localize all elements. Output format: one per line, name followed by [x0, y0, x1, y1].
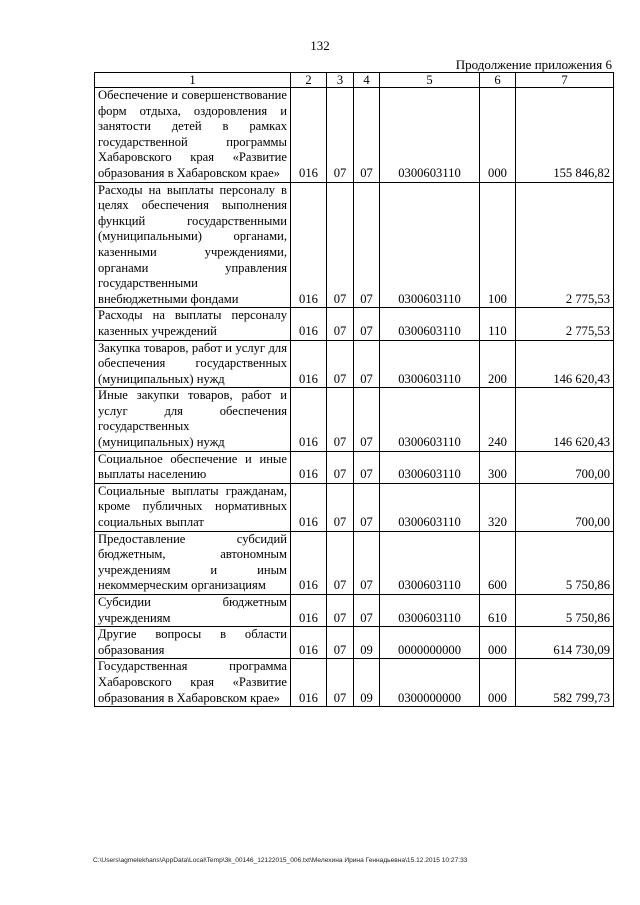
column-header: 5 [380, 73, 480, 88]
row-subsection: 07 [354, 308, 380, 340]
row-expense-type: 000 [480, 88, 516, 183]
column-header: 6 [480, 73, 516, 88]
row-target-article: 0300603110 [380, 340, 480, 388]
row-name: Расходы на выплаты персоналу в целях обеспечения выполнения функций государственными (муниципальными) органами, казенными учреждениями, органами управления государственными внебюджетными фондами [95, 182, 291, 308]
row-amount: 146 620,43 [516, 340, 614, 388]
row-target-article: 0300603110 [380, 483, 480, 531]
row-expense-type: 240 [480, 388, 516, 451]
table-row [95, 451, 614, 483]
row-subsection: 07 [354, 182, 380, 308]
row-name: Государственная программа Хабаровского края «Развитие образования в Хабаровском крае» [95, 659, 291, 707]
row-expense-type: 610 [480, 595, 516, 627]
file-path-footer: C:\Users\agmelekhans\AppData\Local\Temp\3k_00146_12122015_006.txt\Мелехина Ирина Геннадьевна\15.12.2015 10:27:33 [93, 857, 468, 864]
row-section: 07 [327, 182, 354, 308]
row-expense-type: 300 [480, 451, 516, 483]
row-subsection: 07 [354, 483, 380, 531]
row-section: 07 [327, 308, 354, 340]
table-row [95, 627, 614, 659]
row-target-article: 0300603110 [380, 451, 480, 483]
row-section: 07 [327, 483, 354, 531]
row-amount: 5 750,86 [516, 531, 614, 594]
table-row [95, 388, 614, 451]
row-subsection: 07 [354, 531, 380, 594]
row-target-article: 0300603110 [380, 88, 480, 183]
row-amount: 700,00 [516, 451, 614, 483]
row-section: 07 [327, 595, 354, 627]
row-target-article: 0300000000 [380, 659, 480, 707]
row-expense-type: 320 [480, 483, 516, 531]
row-target-article: 0300603110 [380, 595, 480, 627]
row-section: 07 [327, 88, 354, 183]
row-code: 016 [291, 627, 327, 659]
row-code: 016 [291, 182, 327, 308]
table-row [95, 308, 614, 340]
table-row [95, 595, 614, 627]
row-name: Другие вопросы в области образования [95, 627, 291, 659]
row-target-article: 0000000000 [380, 627, 480, 659]
row-name: Расходы на выплаты персоналу казенных учреждений [95, 308, 291, 340]
row-section: 07 [327, 627, 354, 659]
row-name: Закупка товаров, работ и услуг для обеспечения государственных (муниципальных) нужд [95, 340, 291, 388]
row-target-article: 0300603110 [380, 531, 480, 594]
table-header-row [95, 73, 614, 88]
row-expense-type: 600 [480, 531, 516, 594]
row-subsection: 07 [354, 388, 380, 451]
row-code: 016 [291, 308, 327, 340]
row-name: Предоставление субсидий бюджетным, автономным учреждениям и иным некоммерческим организациям [95, 531, 291, 594]
row-name: Обеспечение и совершенствование форм отдыха, оздоровления и занятости детей в рамках государственной программы Хабаровского края «Развитие образования в Хабаровском крае» [95, 88, 291, 183]
row-subsection: 07 [354, 451, 380, 483]
row-amount: 2 775,53 [516, 182, 614, 308]
row-subsection: 07 [354, 595, 380, 627]
row-expense-type: 000 [480, 659, 516, 707]
row-section: 07 [327, 659, 354, 707]
table-row [95, 340, 614, 388]
row-target-article: 0300603110 [380, 182, 480, 308]
row-code: 016 [291, 340, 327, 388]
row-section: 07 [327, 388, 354, 451]
row-target-article: 0300603110 [380, 388, 480, 451]
row-subsection: 09 [354, 627, 380, 659]
row-subsection: 07 [354, 88, 380, 183]
row-amount: 2 775,53 [516, 308, 614, 340]
row-amount: 700,00 [516, 483, 614, 531]
column-header: 7 [516, 73, 614, 88]
row-code: 016 [291, 659, 327, 707]
column-header: 2 [291, 73, 327, 88]
row-code: 016 [291, 388, 327, 451]
row-name: Субсидии бюджетным учреждениям [95, 595, 291, 627]
row-amount: 155 846,82 [516, 88, 614, 183]
row-target-article: 0300603110 [380, 308, 480, 340]
table-row [95, 182, 614, 308]
row-name: Иные закупки товаров, работ и услуг для обеспечения государственных (муниципальных) нужд [95, 388, 291, 451]
row-section: 07 [327, 451, 354, 483]
row-code: 016 [291, 531, 327, 594]
table-row [95, 88, 614, 183]
row-amount: 5 750,86 [516, 595, 614, 627]
row-amount: 614 730,09 [516, 627, 614, 659]
table-row [95, 483, 614, 531]
row-section: 07 [327, 340, 354, 388]
row-subsection: 07 [354, 340, 380, 388]
row-expense-type: 110 [480, 308, 516, 340]
row-expense-type: 100 [480, 182, 516, 308]
row-name: Социальные выплаты гражданам, кроме публичных нормативных социальных выплат [95, 483, 291, 531]
row-name: Социальное обеспечение и иные выплаты населению [95, 451, 291, 483]
row-expense-type: 200 [480, 340, 516, 388]
budget-table [94, 72, 614, 707]
row-subsection: 09 [354, 659, 380, 707]
page-number: 132 [310, 38, 330, 53]
column-header: 3 [327, 73, 354, 88]
table-row [95, 531, 614, 594]
column-header: 4 [354, 73, 380, 88]
row-section: 07 [327, 531, 354, 594]
column-header: 1 [95, 73, 291, 88]
row-amount: 582 799,73 [516, 659, 614, 707]
row-code: 016 [291, 483, 327, 531]
row-code: 016 [291, 451, 327, 483]
row-expense-type: 000 [480, 627, 516, 659]
table-row [95, 659, 614, 707]
row-code: 016 [291, 88, 327, 183]
row-code: 016 [291, 595, 327, 627]
appendix-continuation-label: Продолжение приложения 6 [455, 57, 612, 72]
row-amount: 146 620,43 [516, 388, 614, 451]
